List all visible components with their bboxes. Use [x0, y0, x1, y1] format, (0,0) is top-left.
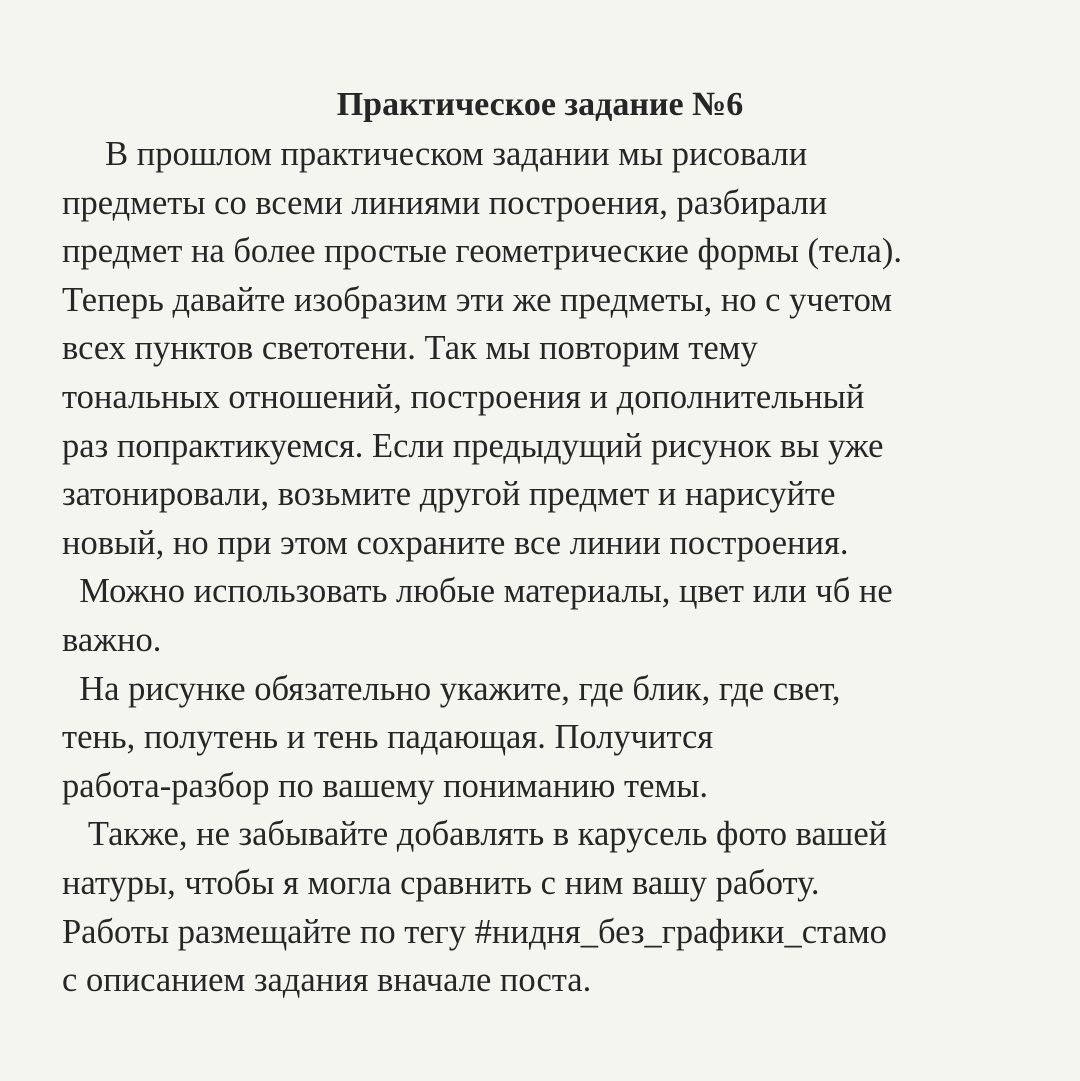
body-line: новый, но при этом сохраните все линии построения.	[62, 523, 849, 562]
body-line: важно.	[62, 620, 162, 659]
body-line: натуры, чтобы я могла сравнить с ним вашу работу.	[62, 863, 820, 902]
body-line: всех пунктов светотени. Так мы повторим тему	[62, 329, 758, 368]
body-line: В прошлом практическом задании мы рисовали	[62, 135, 808, 173]
body-line: Теперь давайте изобразим эти же предметы, но с учетом	[62, 280, 893, 319]
body-line: Работы размещайте по тегу #нидня_без_графики_стамо	[62, 912, 887, 951]
body-line: тональных отношений, построения и дополнительный	[62, 377, 865, 416]
body-line: с описанием задания вначале поста.	[62, 961, 592, 1000]
body-line: Также, не забывайте добавлять в карусель фото вашей	[62, 815, 888, 854]
body-line: раз попрактикуемся. Если предыдущий рисунок вы уже	[62, 426, 884, 465]
body-line: тень, полутень и тень падающая. Получится	[62, 718, 714, 757]
body-line: затонировали, возьмите другой предмет и нарисуйте	[62, 475, 836, 514]
body-line: На рисунке обязательно укажите, где блик, где свет,	[62, 669, 841, 708]
document-title: Практическое задание №6	[336, 86, 744, 123]
body-line: Можно использовать любые материалы, цвет или чб не	[62, 572, 893, 611]
body-line: предмет на более простые геометрические формы (тела).	[62, 232, 902, 271]
body-line: предметы со всеми линиями построения, разбирали	[62, 183, 828, 222]
body-line: работа-разбор по вашему пониманию темы.	[62, 766, 709, 805]
document-body	[62, 130, 1052, 1005]
